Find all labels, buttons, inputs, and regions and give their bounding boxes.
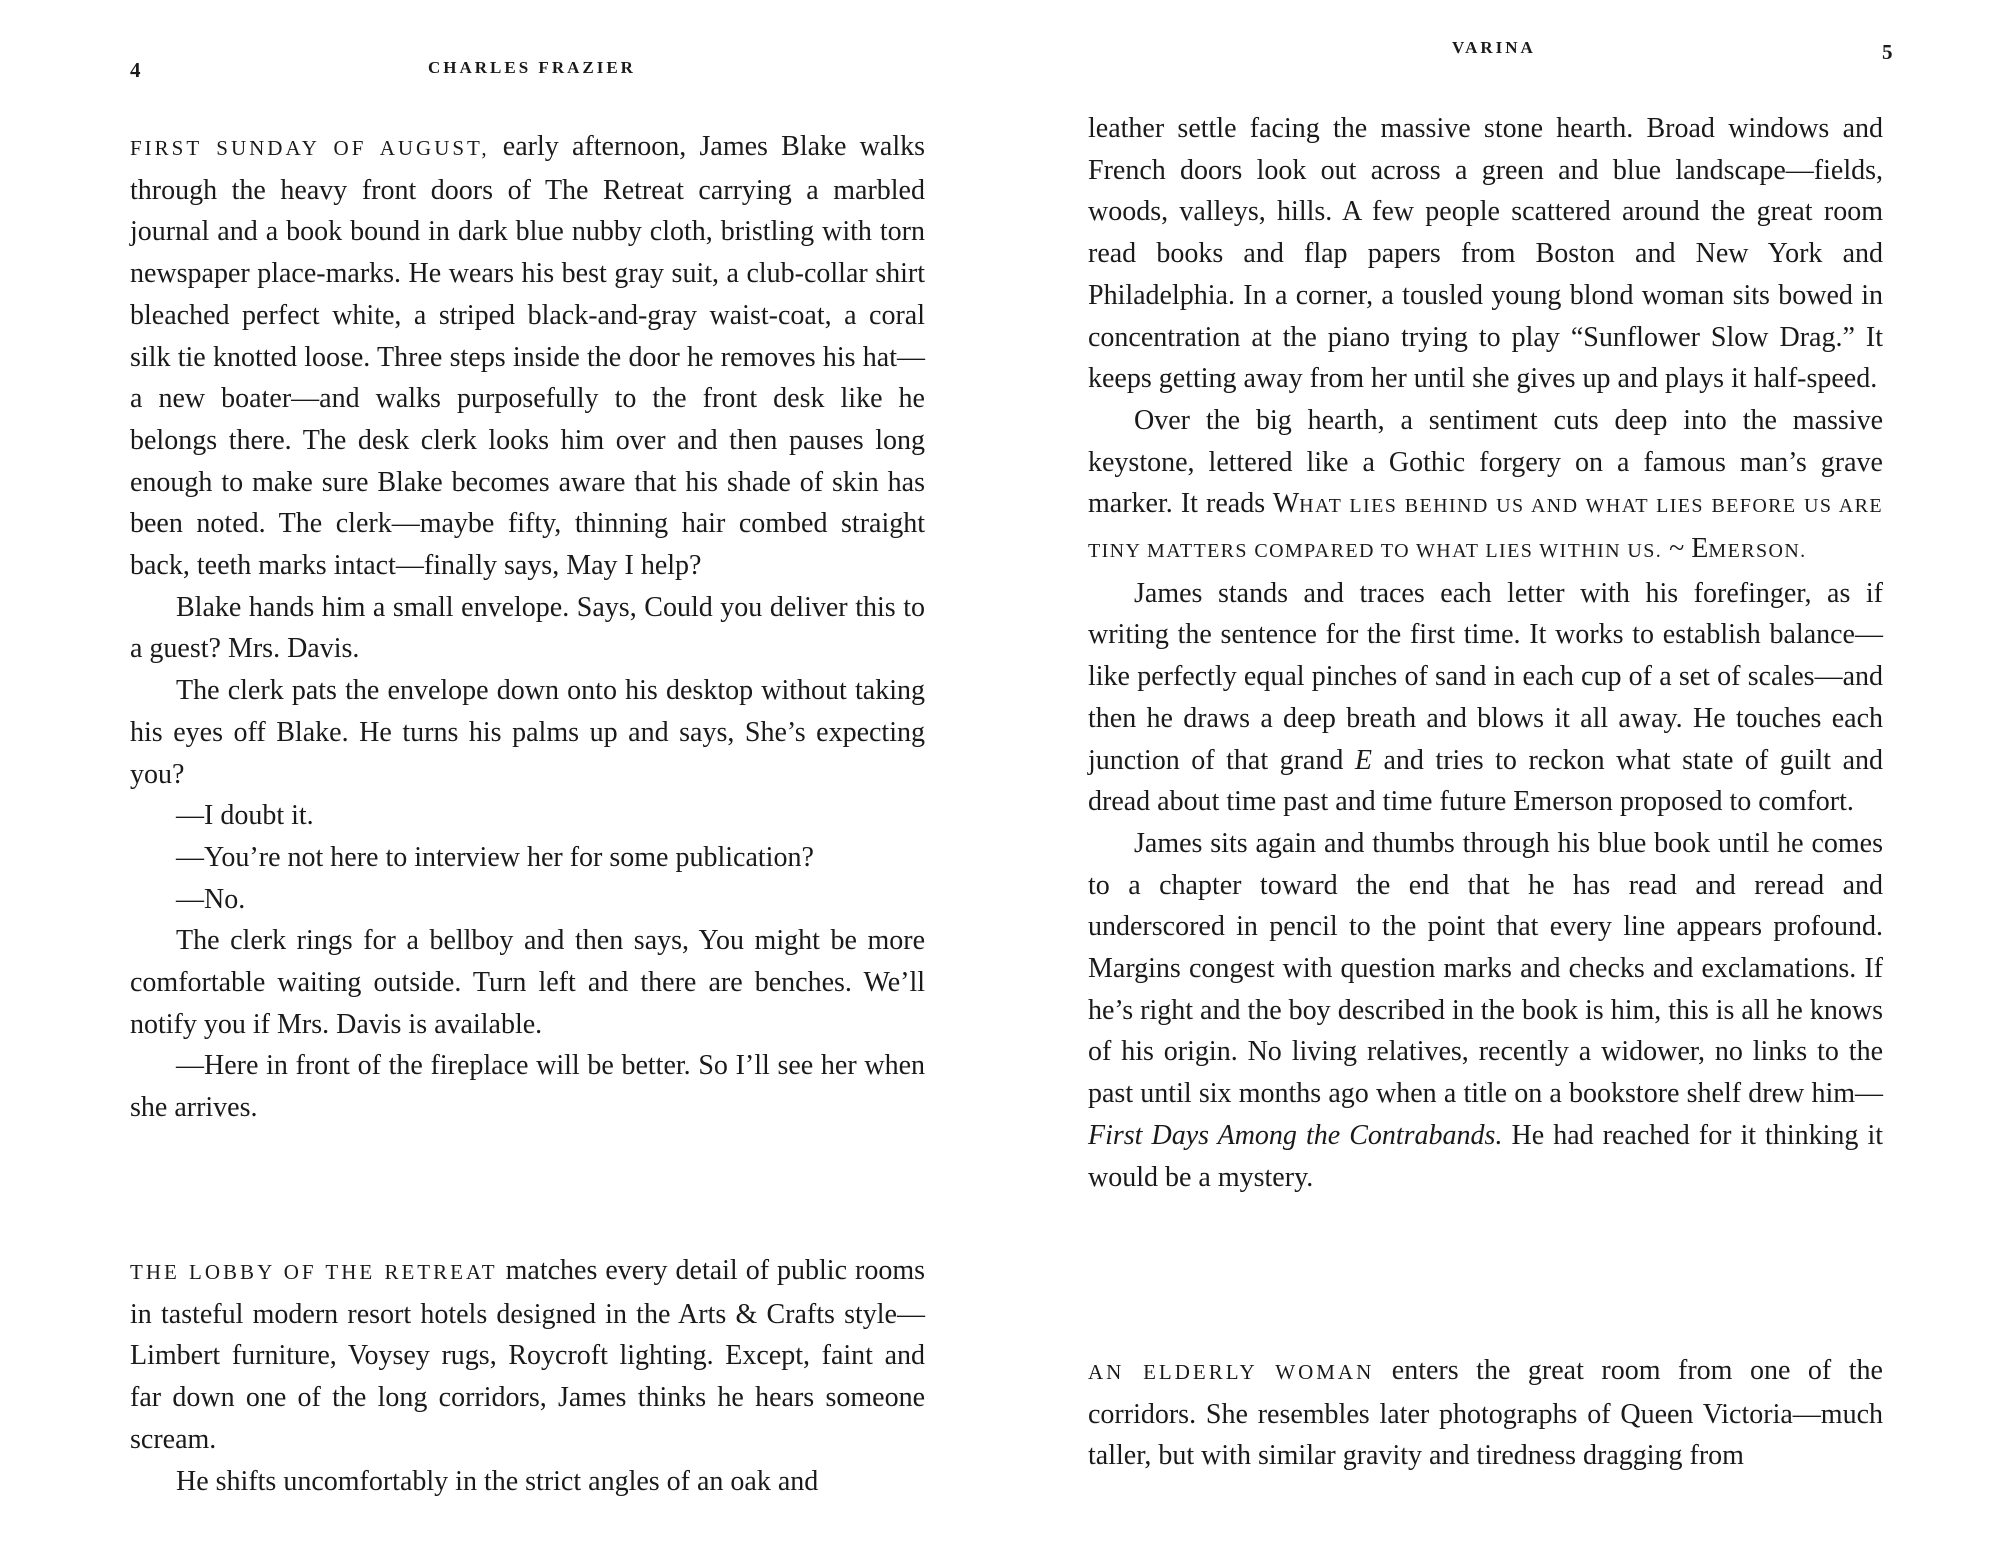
paragraph [1088, 823, 1883, 1198]
paragraph-text: matches every detail of public rooms in tasteful modern resort hotels designed in the Arts & Crafts style—Limbert furniture, Voysey rugs, Roycroft lighting. Except, faint and far down one of the long corridors, James thinks he hears someone scream. [130, 1255, 925, 1455]
running-head-title: VARINA [1452, 38, 1536, 57]
paragraph-text: early afternoon, James Blake walks through the heavy front doors of The Retreat carrying a marbled journal and a book bound in dark blue nubby cloth, bristling with torn newspaper place-marks. He wears his best gray suit, a club-collar shirt bleached perfect white, a striped black-and-gray waist-coat, a coral silk tie knotted loose. Three steps inside the door he removes his hat—a new boater—and walks purposefully to the front desk like he belongs there. The desk clerk looks him over and then pauses long enough to make sure Blake becomes aware that his shade of skin has been noted. The clerk—maybe fifty, thinning hair combed straight back, teeth marks intact—finally says, May I help? [130, 131, 925, 582]
right-page [1000, 0, 2000, 1551]
running-head-author: CHARLES FRAZIER [428, 58, 636, 77]
paragraph [1088, 1350, 1883, 1477]
page-number: 5 [1882, 40, 1893, 64]
paragraph [1088, 400, 1883, 573]
paragraph: Blake hands him a small envelope. Says, Could you deliver this to a guest? Mrs. Davis. [130, 591, 925, 665]
paragraph: leather settle facing the massive stone hearth. Broad windows and French doors look out across a green and blue landscape—fields, woods, valleys, hills. A few people scattered around the great room read books and flap papers from Boston and New York and Philadelphia. In a corner, a tousled young blond woman sits bowed in concentration at the piano trying to play “Sunflower Slow Drag.” It keeps getting away from her until she gives up and plays it half-speed. [1088, 113, 1883, 395]
right-section-1 [1088, 108, 1883, 1198]
paragraph [1088, 573, 1883, 823]
right-section-2 [1088, 1350, 1883, 1477]
paragraph-text: Over the big hearth, a sentiment cuts deep into the massive keystone, lettered like a Gothic forgery on a famous man’s grave marker. It reads [1088, 404, 1883, 520]
paragraph-text: He had reached for it thinking it would be a mystery. [1088, 1119, 1884, 1193]
inscription-text: HAT LIES BEHIND US AND WHAT LIES BEFORE US ARE TINY MATTERS COMPARED TO WHAT LIES WITHIN US. [1088, 495, 1883, 563]
paragraph-text: and tries to reckon what state of guilt and dread about time past and time future Emerson proposed to comfort. [1088, 744, 1884, 818]
dialogue-line: —No. [176, 883, 246, 915]
inscription-attribution-rest: MERSON. [1708, 540, 1807, 563]
paragraph-text: James sits again and thumbs through his blue book until he comes to a chapter toward the end that he has read and reread and underscored in pencil to the point that every line appears profound. Margins congest with question marks and checks and exclamations. If he’s right and the boy described in the book is him, this is all he knows of his origin. No living relatives, recently a widower, no links to the past until six months ago when a title on a bookstore shelf drew him— [1088, 827, 1883, 1110]
paragraph: The clerk pats the envelope down onto his desktop without taking his eyes off Blake. He turns his palms up and says, She’s expecting you? [130, 675, 925, 790]
paragraph [130, 126, 925, 587]
paragraph-text: James stands and traces each letter with his forefinger, as if writing the sentence for the first time. It works to establish balance—like perfectly equal pinches of sand in each cup of a set of scales—and then he draws a deep breath and blows it all away. He touches each junction of that grand [1088, 577, 1883, 776]
italic-letter: E [1354, 744, 1372, 776]
paragraph: The clerk rings for a bellboy and then says, You might be more comfortable waiting outside. Turn left and there are benches. We’ll notify you if Mrs. Davis is available. [130, 925, 925, 1040]
section-lead-caps: FIRST SUNDAY OF AUGUST, [130, 136, 490, 160]
section-lead-caps: THE LOBBY OF THE RETREAT [130, 1260, 498, 1284]
left-section-2 [130, 1250, 925, 1502]
dialogue-line: —You’re not here to interview her for some publication? [176, 841, 814, 873]
paragraph: He shifts uncomfortably in the strict angles of an oak and [176, 1465, 819, 1497]
left-section-1 [130, 126, 925, 1129]
inscription-initial: W [1272, 488, 1300, 520]
inscription-attribution: ~ E [1662, 533, 1709, 565]
paragraph-text: enters the great room from one of the corridors. She resembles later photographs of Queen Victoria—much taller, but with similar gravity and tiredness dragging from [1088, 1355, 1883, 1472]
paragraph [130, 1250, 925, 1461]
dialogue-line: —Here in front of the fireplace will be better. So I’ll see her when she arrives. [130, 1050, 925, 1124]
dialogue-line: —I doubt it. [176, 800, 314, 832]
section-lead-caps: AN ELDERLY WOMAN [1088, 1360, 1375, 1384]
book-title: First Days Among the Contrabands. [1088, 1119, 1503, 1151]
page-number: 4 [130, 58, 141, 82]
